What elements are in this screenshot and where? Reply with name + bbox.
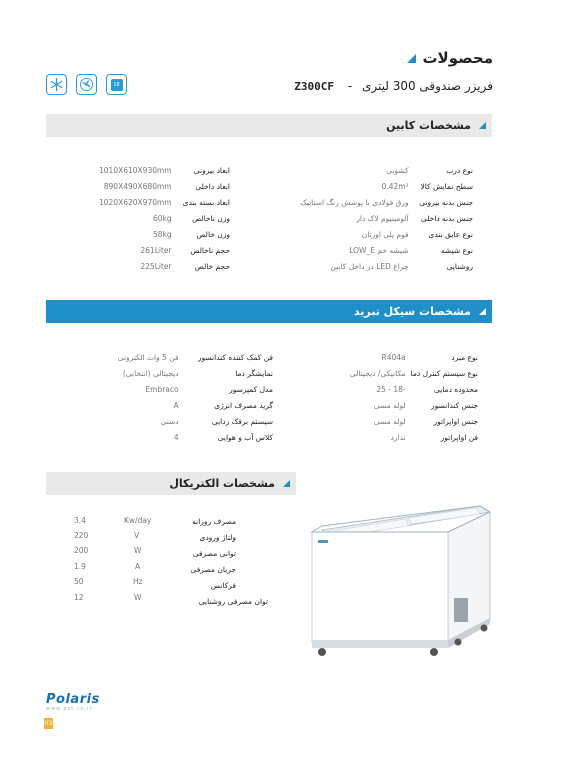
spec-label: جنس اواپراتور: [433, 417, 478, 426]
spec-value: چراغ LED در داخل کابین: [330, 262, 409, 271]
electrical-unit: Kw/day: [124, 516, 152, 525]
model-separator: -: [347, 79, 353, 93]
product-model-line: [290, 79, 493, 93]
spec-label: روشنایی: [446, 262, 473, 271]
spec-value: ندارد: [390, 433, 406, 442]
spec-value: شیشه خم LOW_E: [349, 246, 409, 255]
spec-label: ابعاد بسته بندی: [182, 198, 230, 207]
electrical-unit: W: [134, 546, 142, 555]
section-triangle-icon: [479, 308, 486, 315]
spec-row: [91, 417, 273, 427]
spec-value: 60kg: [152, 214, 172, 223]
spec-label: فن کمک کننده کندانسور: [197, 353, 273, 362]
electrical-unit: W: [134, 593, 142, 602]
electrical-label: فرکانس: [210, 581, 236, 590]
electrical-unit: A: [135, 562, 141, 571]
spec-value: کشویی: [386, 166, 409, 175]
spec-row: [90, 182, 230, 192]
product-name: فریزر صندوقی 300 لیتری: [361, 79, 493, 93]
spec-label: جنس بدنه داخلی: [420, 214, 473, 223]
spec-value: A: [173, 401, 179, 410]
electrical-label: توان مصرفی روشنایی: [198, 597, 268, 606]
spec-row: [91, 385, 273, 395]
section-triangle-icon: [283, 480, 290, 487]
spec-value: مکانیکی/ دیجیتالی: [349, 369, 406, 378]
spec-label: ابعاد داخلی: [195, 182, 230, 191]
page-number-badge: 03: [44, 720, 53, 727]
spec-row: [90, 230, 230, 240]
spec-label: فن اواپراتور: [440, 433, 478, 442]
brand-logo: Polaris: [46, 692, 100, 707]
spec-value: 1020X620X970mm: [99, 198, 172, 207]
spec-row: [90, 166, 230, 176]
page-title-text: محصولات: [422, 49, 493, 67]
spec-value: -18 - 25: [376, 385, 406, 394]
electrical-unit: V: [134, 531, 140, 540]
spec-label: حجم ناخالص: [190, 246, 230, 255]
snowflake-icon: [46, 74, 67, 95]
spec-row: [273, 182, 473, 192]
spec-value: دیجیتالی (انتخابی): [122, 369, 179, 378]
spec-value: Embraco: [145, 385, 179, 394]
compressor-badge-number: 18: [111, 79, 123, 91]
electrical-value: 200: [74, 546, 89, 555]
spec-value: 0.42m²: [381, 182, 409, 191]
spec-label: ابعاد بیرونی: [193, 166, 230, 175]
electrical-value: 3.4: [74, 516, 86, 525]
spec-value: 225Liter: [140, 262, 172, 271]
spec-value: 261Liter: [140, 246, 172, 255]
electrical-section-header: [46, 472, 296, 495]
accent-triangle-icon: [407, 54, 416, 63]
spec-value: آلومینیوم لاک دار: [356, 214, 409, 223]
electrical-section-title: مشخصات الکتریکال: [169, 477, 275, 490]
spec-label: نوع شیشه: [440, 246, 473, 255]
spec-row: [90, 198, 230, 208]
electrical-unit: Hz: [133, 577, 143, 586]
model-code: Z300CF: [294, 80, 334, 93]
spec-row: [91, 401, 273, 411]
spec-label: نوع درب: [446, 166, 473, 175]
spec-label: وزن ناخالص: [192, 214, 230, 223]
spec-row: [313, 353, 478, 363]
spec-row: [273, 262, 473, 272]
cooling-section-header: [46, 300, 492, 323]
spec-label: کلاس آب و هوایی: [217, 433, 273, 442]
spec-value: دستی: [160, 417, 179, 426]
spec-row: [273, 198, 473, 208]
spec-value: 58kg: [152, 230, 172, 239]
spec-label: سطح نمایش کالا: [420, 182, 473, 191]
spec-value: ورق فولادی با پوشش رنگ استاتیک: [300, 198, 409, 207]
spec-row: [91, 353, 273, 363]
spec-label: نوع عایق بندی: [428, 230, 473, 239]
spec-row: [273, 214, 473, 224]
spec-value: لوله مسی: [373, 401, 406, 410]
spec-label: نوع مبرد: [451, 353, 478, 362]
spec-row: [273, 166, 473, 176]
spec-label: مدل کمپرسور: [229, 385, 273, 394]
chest-freezer-image: [308, 502, 498, 670]
website-text: www.pzt.co.ir: [46, 706, 93, 712]
spec-label: گرید مصرف انرژی: [214, 401, 273, 410]
cabin-section-title: مشخصات کابین: [386, 119, 471, 132]
electrical-label: ولتاژ ورودی: [199, 533, 236, 542]
electrical-value: 50: [74, 577, 84, 586]
spec-label: حجم خالص: [194, 262, 230, 271]
spec-value: فوم پلی اورتان: [361, 230, 409, 239]
spec-label: سیستم برفک زدایی: [211, 417, 273, 426]
spec-value: 890X490X680mm: [103, 182, 172, 191]
page-title: [407, 49, 493, 67]
spec-row: [313, 401, 478, 411]
spec-label: جنس کندانسور: [431, 401, 478, 410]
electrical-label: مصرف روزانه: [192, 517, 236, 526]
spec-value: 4: [173, 433, 179, 442]
spec-value: R404a: [381, 353, 406, 362]
spec-value: لوله مسی: [373, 417, 406, 426]
spec-row: [273, 230, 473, 240]
fan-icon: [76, 74, 97, 95]
spec-row: [91, 433, 273, 443]
compressor-badge-icon: [106, 74, 127, 95]
electrical-label: جریان مصرفی: [190, 565, 236, 574]
spec-row: [90, 262, 230, 272]
spec-row: [313, 417, 478, 427]
spec-row: [313, 433, 478, 443]
spec-value: 1010X610X930mm: [99, 166, 172, 175]
spec-row: [90, 214, 230, 224]
spec-label: نوع سیستم کنترل دما: [410, 369, 478, 378]
spec-label: وزن خالص: [196, 230, 230, 239]
electrical-value: 12: [74, 593, 84, 602]
spec-label: محدوده دمایی: [433, 385, 478, 394]
electrical-value: 220: [74, 531, 89, 540]
spec-value: فن 5 وات الکترونی: [117, 353, 179, 362]
spec-row: [313, 369, 478, 379]
spec-row: [90, 246, 230, 256]
section-triangle-icon: [479, 122, 486, 129]
spec-label: جنس بدنه بیرونی: [419, 198, 473, 207]
spec-row: [273, 246, 473, 256]
spec-label: نمایشگر دما: [235, 369, 273, 378]
cabin-section-header: [46, 114, 492, 137]
electrical-label: توانی مصرفی: [192, 549, 236, 558]
cooling-section-title: مشخصات سیکل تبرید: [353, 305, 471, 318]
spec-row: [91, 369, 273, 379]
electrical-value: 1.9: [74, 562, 86, 571]
spec-row: [313, 385, 478, 395]
